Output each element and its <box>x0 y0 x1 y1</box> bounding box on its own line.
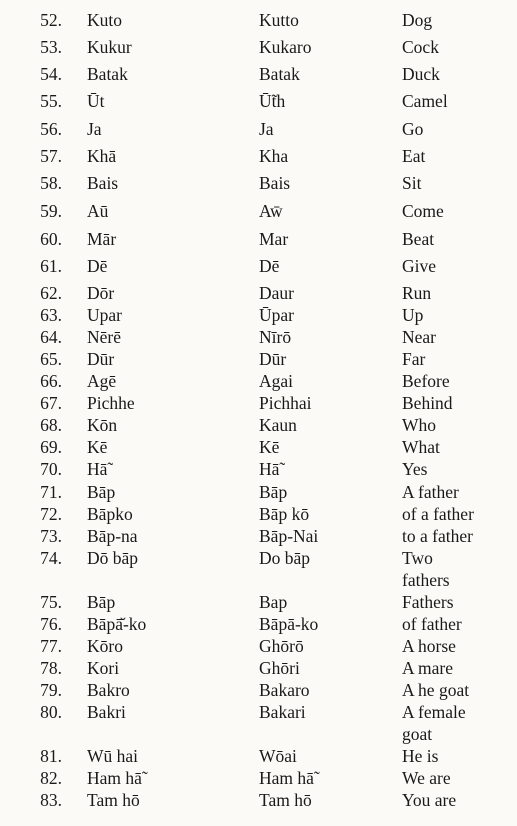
dialect-word-2: Ham hā̃ <box>259 768 314 788</box>
entry-number: 76. <box>40 614 62 634</box>
dialect-word-2: Do bāp <box>259 548 311 568</box>
dialect-word-2: Bais <box>259 173 291 193</box>
dialect-word-1: Wū hai <box>87 746 139 766</box>
dialect-word-1: Dōr <box>87 283 115 303</box>
dialect-word-1: Dūr <box>87 349 115 369</box>
english-meaning: A mare <box>402 658 454 678</box>
dialect-word-2: Agai <box>259 371 294 391</box>
dialect-word-1: Bāpā̆-ko <box>87 614 147 634</box>
dialect-word-1: Tam hō <box>87 790 140 810</box>
dialect-word-2: Hā̃ <box>259 459 280 479</box>
dialect-word-1: Khā <box>87 146 117 166</box>
entry-number: 75. <box>40 592 62 612</box>
english-meaning: Eat <box>402 146 426 166</box>
entry-number: 54. <box>40 64 62 84</box>
entry-number: 68. <box>40 415 62 435</box>
dialect-word-1: Bais <box>87 173 119 193</box>
entry-number: 53. <box>40 37 62 57</box>
entry-number: 83. <box>40 790 62 810</box>
dialect-word-2: Aw̄ <box>259 201 283 221</box>
english-meaning: Near <box>402 327 437 347</box>
dialect-word-2: Dē <box>259 256 280 276</box>
entry-number: 62. <box>40 283 62 303</box>
dialect-word-1: Kuto <box>87 10 122 30</box>
english-meaning: A father <box>402 482 459 502</box>
english-meaning: of a father <box>402 504 474 524</box>
entry-number: 63. <box>40 305 62 325</box>
dialect-word-1: Agē <box>87 371 117 391</box>
entry-number: 82. <box>40 768 62 788</box>
dialect-word-1: Bakro <box>87 680 130 700</box>
english-meaning: Behind <box>402 393 453 413</box>
entry-number: 80. <box>40 702 62 722</box>
entry-number: 71. <box>40 482 62 502</box>
entry-number: 52. <box>40 10 62 30</box>
dialect-word-1: Kē <box>87 437 108 457</box>
english-meaning: Far <box>402 349 426 369</box>
dialect-word-2: Bāpā-ko <box>259 614 319 634</box>
dialect-word-1: Hā̃ <box>87 459 108 479</box>
english-meaning: to a father <box>402 526 473 546</box>
english-meaning: You are <box>402 790 457 810</box>
english-meaning: Before <box>402 371 450 391</box>
dialect-word-2: Ghōri <box>259 658 300 678</box>
entry-number: 57. <box>40 146 62 166</box>
dialect-word-1: Kōn <box>87 415 118 435</box>
english-meaning: He is <box>402 746 439 766</box>
english-meaning: A horse <box>402 636 456 656</box>
english-meaning: Up <box>402 305 424 325</box>
english-meaning: Two <box>402 548 433 568</box>
dialect-word-2: Ghōrō <box>259 636 304 656</box>
entry-number: 64. <box>40 327 62 347</box>
dialect-word-1: Kori <box>87 658 120 678</box>
dialect-word-1: Ham hā̃ <box>87 768 142 788</box>
english-meaning: Dog <box>402 10 433 30</box>
dialect-word-1: Kōro <box>87 636 123 656</box>
dialect-word-2: Daur <box>259 283 294 303</box>
dialect-word-1: Bāp-na <box>87 526 138 546</box>
entry-number: 78. <box>40 658 62 678</box>
dialect-word-1: Bāp <box>87 482 116 502</box>
dialect-word-2: Batak <box>259 64 300 84</box>
dialect-word-1: Dō bāp <box>87 548 139 568</box>
english-meaning: Come <box>402 201 444 221</box>
dialect-word-2: Tam hō <box>259 790 312 810</box>
dialect-word-1: Pichhe <box>87 393 135 413</box>
entry-number: 73. <box>40 526 62 546</box>
dialect-word-1: Nērē <box>87 327 122 347</box>
entry-number: 59. <box>40 201 62 221</box>
dialect-word-2: Kutto <box>259 10 299 30</box>
dialect-word-2: Bāp kō <box>259 504 310 524</box>
dialect-word-2: Ū̃th <box>259 91 286 111</box>
english-meaning: Sit <box>402 173 422 193</box>
english-meaning: A he goat <box>402 680 470 700</box>
english-meaning: Run <box>402 283 432 303</box>
entry-number: 67. <box>40 393 62 413</box>
entry-number: 77. <box>40 636 62 656</box>
english-meaning: Fathers <box>402 592 454 612</box>
english-meaning-continued: goat <box>402 724 433 744</box>
english-meaning: Go <box>402 119 424 139</box>
dialect-word-2: Kukaro <box>259 37 312 57</box>
entry-number: 66. <box>40 371 62 391</box>
dialect-word-2: Kha <box>259 146 289 166</box>
dialect-word-2: Ūpar <box>259 305 294 325</box>
english-meaning: Yes <box>402 459 428 479</box>
dialect-word-1: Kukur <box>87 37 132 57</box>
entry-number: 79. <box>40 680 62 700</box>
english-meaning: Camel <box>402 91 448 111</box>
dialect-word-1: Ūt <box>87 91 105 111</box>
dialect-word-1: Dē <box>87 256 108 276</box>
entry-number: 65. <box>40 349 62 369</box>
dialect-word-1: Upar <box>87 305 122 325</box>
dialect-word-2: Bāp-Nai <box>259 526 319 546</box>
dialect-word-2: Wōai <box>259 746 297 766</box>
entry-number: 70. <box>40 459 62 479</box>
dialect-word-2: Ja <box>259 119 274 139</box>
dialect-word-1: Bakri <box>87 702 126 722</box>
dialect-word-1: Ja <box>87 119 102 139</box>
entry-number: 56. <box>40 119 62 139</box>
english-meaning: Give <box>402 256 437 276</box>
dialect-word-1: Batak <box>87 64 128 84</box>
entry-number: 55. <box>40 91 62 111</box>
entry-number: 72. <box>40 504 62 524</box>
entry-number: 58. <box>40 173 62 193</box>
dialect-word-2: Bakaro <box>259 680 310 700</box>
entry-number: 61. <box>40 256 62 276</box>
english-meaning-continued: fathers <box>402 570 450 590</box>
english-meaning: Who <box>402 415 437 435</box>
english-meaning: Duck <box>402 64 440 84</box>
english-meaning: Beat <box>402 229 435 249</box>
dialect-word-1: Bāp <box>87 592 116 612</box>
english-meaning: Cock <box>402 37 439 57</box>
dialect-word-2: Bap <box>259 592 288 612</box>
english-meaning: We are <box>402 768 451 788</box>
english-meaning: of father <box>402 614 462 634</box>
english-meaning: A female <box>402 702 466 722</box>
dialect-word-1: Aū <box>87 201 109 221</box>
dialect-word-2: Kē <box>259 437 280 457</box>
dialect-word-2: Bāp <box>259 482 288 502</box>
english-meaning: What <box>402 437 440 457</box>
dialect-word-1: Bāpko <box>87 504 133 524</box>
entry-number: 60. <box>40 229 62 249</box>
dialect-word-2: Mar <box>259 229 289 249</box>
dialect-word-2: Bakari <box>259 702 306 722</box>
entry-number: 69. <box>40 437 62 457</box>
entry-number: 81. <box>40 746 62 766</box>
dialect-word-2: Kaun <box>259 415 297 435</box>
dialect-word-1: Mār <box>87 229 117 249</box>
dialect-word-2: Dūr <box>259 349 287 369</box>
entry-number: 74. <box>40 548 62 568</box>
dialect-word-2: Nīrō <box>259 327 292 347</box>
dialect-word-2: Pichhai <box>259 393 312 413</box>
